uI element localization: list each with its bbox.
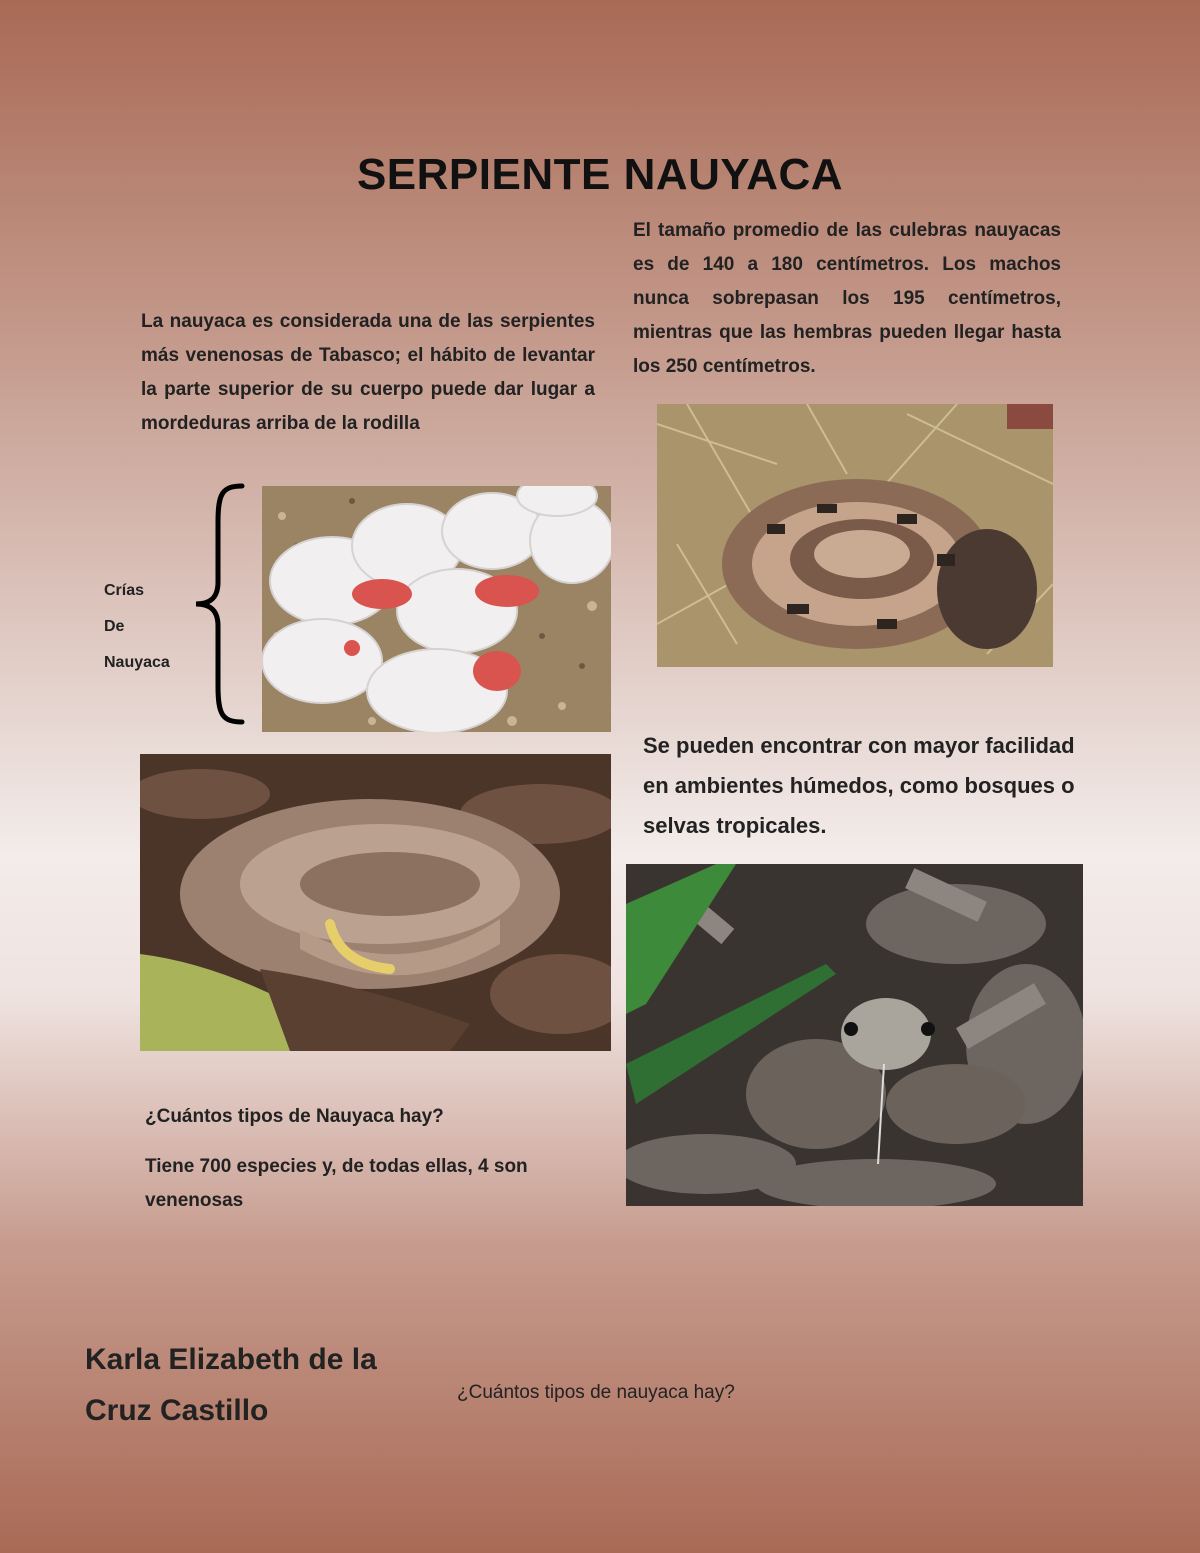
crias-label [104, 573, 194, 681]
question-heading: ¿Cuántos tipos de Nauyaca hay? [145, 1106, 444, 1127]
answer-text: Tiene 700 especies y, de todas ellas, 4 son venenosas [145, 1156, 528, 1211]
curly-brace [192, 482, 248, 726]
author-line: Cruz Castillo [85, 1394, 269, 1427]
intro-paragraph: La nauyaca es considerada una de las serpientes más venenosas de Tabasco; el hábito de levantar la parte superior de su cuerpo puede dar lugar a mordeduras arriba de la rodilla [141, 311, 595, 434]
crias-label-line: De [104, 618, 125, 635]
size-paragraph: El tamaño promedio de las culebras nauyacas es de 140 a 180 centímetros. Los machos nunca sobrepasan los 195 centímetros, mientras que las hembras pueden llegar hasta los 250 centímetros. [633, 220, 1061, 377]
habitat-paragraph: Se pueden encontrar con mayor facilidad en ambientes húmedos, como bosques o selvas tropicales. [643, 733, 1075, 838]
author-name [85, 1334, 377, 1436]
snake-leaf-litter-photo [140, 754, 611, 1051]
page-title: SERPIENTE NAUYACA [356, 150, 844, 199]
coiled-snake-straw-photo [657, 404, 1053, 667]
footer-question: ¿Cuántos tipos de nauyaca hay? [457, 1382, 735, 1403]
author-line: Karla Elizabeth de la [85, 1343, 377, 1376]
hatchlings-photo [262, 486, 611, 732]
crias-label-line: Nauyaca [104, 654, 170, 671]
snake-head-photo [626, 864, 1083, 1206]
crias-label-line: Crías [104, 582, 145, 599]
